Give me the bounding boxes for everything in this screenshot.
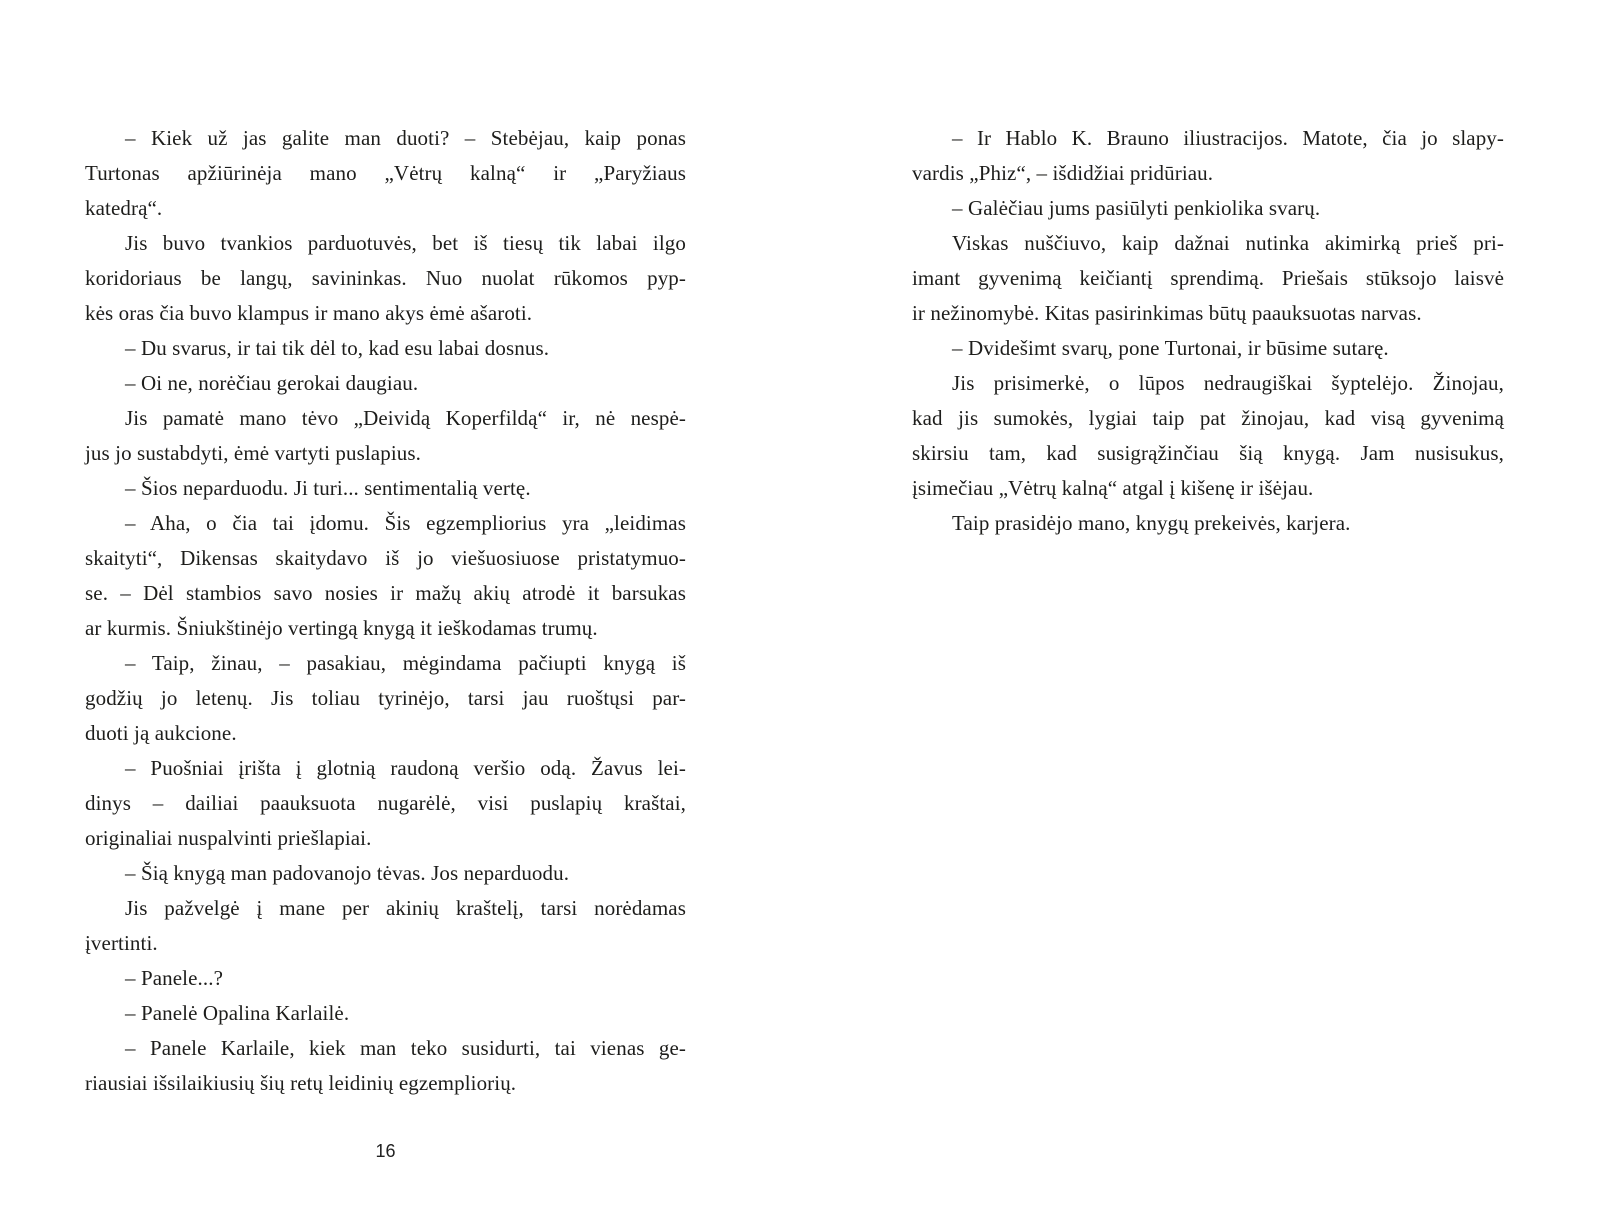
text-line: riausiai išsilaikiusių šių retų leidinių egzempliorių. — [85, 1071, 517, 1095]
text-line: duoti ją aukcione. — [85, 721, 237, 745]
text-line: – Aha, o čia tai įdomu. Šis egzempliorius yra „leidimas — [125, 511, 686, 535]
paragraph — [85, 891, 686, 961]
text-line: ar kurmis. Šniukštinėjo vertingą knygą it ieškodamas trumų. — [85, 616, 598, 640]
text-line: įvertinti. — [85, 931, 158, 955]
text-line: Turtonas apžiūrinėja mano „Vėtrų kalną“ ir „Paryžiaus — [85, 161, 686, 185]
paragraph — [912, 226, 1504, 331]
text-line: imant gyvenimą keičiantį sprendimą. Priešais stūksojo laisvė — [912, 266, 1504, 290]
text-line: – Ir Hablo K. Brauno iliustracijos. Matote, čia jo slapy- — [952, 126, 1504, 150]
paragraph — [912, 506, 1504, 541]
text-line: – Galėčiau jums pasiūlyti penkiolika svarų. — [952, 196, 1321, 220]
text-line: – Dvidešimt svarų, pone Turtonai, ir būsime sutarę. — [952, 336, 1389, 360]
paragraph — [85, 121, 686, 226]
paragraph — [85, 961, 686, 996]
text-line: – Kiek už jas galite man duoti? – Stebėjau, kaip ponas — [125, 126, 686, 150]
text-line: katedrą“. — [85, 196, 163, 220]
paragraph — [85, 226, 686, 331]
paragraph — [85, 506, 686, 646]
paragraph — [912, 366, 1504, 506]
text-line: Jis pažvelgė į mane per akinių kraštelį, tarsi norėdamas — [125, 896, 686, 920]
text-line: ir nežinomybė. Kitas pasirinkimas būtų paauksuotas narvas. — [912, 301, 1422, 325]
paragraph — [85, 331, 686, 366]
page-number: 16 — [375, 1141, 396, 1161]
text-line: – Du svarus, ir tai tik dėl to, kad esu labai dosnus. — [125, 336, 550, 360]
text-line: kad jis sumokės, lygiai taip pat žinojau, kad visą gyvenimą — [912, 406, 1504, 430]
text-line: godžių jo letenų. Jis toliau tyrinėjo, tarsi jau ruoštųsi par- — [85, 686, 686, 710]
text-line: – Šią knygą man padovanojo tėvas. Jos neparduodu. — [125, 861, 570, 885]
paragraph — [912, 121, 1504, 191]
text-line: Jis pamatė mano tėvo „Deividą Koperfildą“ ir, nė nespė- — [125, 406, 686, 430]
text-line: – Panele...? — [125, 966, 223, 990]
text-line: skaityti“, Dikensas skaitydavo iš jo viešuosiuose pristatymuo- — [85, 546, 686, 570]
text-line: Jis prisimerkė, o lūpos nedraugiškai šyptelėjo. Žinojau, — [952, 371, 1504, 395]
text-line: – Panele Karlaile, kiek man teko susidurti, tai vienas ge- — [125, 1036, 686, 1060]
paragraph — [85, 856, 686, 891]
right-page-text — [912, 121, 1504, 541]
text-line: kės oras čia buvo klampus ir mano akys ėmė ašaroti. — [85, 301, 533, 325]
left-page-text — [85, 121, 686, 1101]
text-line: vardis „Phiz“, – išdidžiai pridūriau. — [912, 161, 1214, 185]
paragraph — [912, 191, 1504, 226]
paragraph — [85, 471, 686, 506]
paragraph — [85, 996, 686, 1031]
text-line: – Panelė Opalina Karlailė. — [125, 1001, 350, 1025]
paragraph — [85, 401, 686, 471]
text-line: įsimečiau „Vėtrų kalną“ atgal į kišenę ir išėjau. — [912, 476, 1314, 500]
text-line: Viskas nuščiuvo, kaip dažnai nutinka akimirką prieš pri- — [952, 231, 1504, 255]
text-line: skirsiu tam, kad susigrąžinčiau šią knygą. Jam nusisukus, — [912, 441, 1504, 465]
text-line: – Oi ne, norėčiau gerokai daugiau. — [125, 371, 419, 395]
paragraph — [85, 646, 686, 751]
paragraph — [85, 366, 686, 401]
paragraph — [85, 751, 686, 856]
text-line: originaliai nuspalvinti priešlapiai. — [85, 826, 372, 850]
text-line: koridoriaus be langų, savininkas. Nuo nuolat rūkomos pyp- — [85, 266, 686, 290]
text-line: Taip prasidėjo mano, knygų prekeivės, karjera. — [952, 511, 1351, 535]
paragraph — [85, 1031, 686, 1101]
paragraph — [912, 331, 1504, 366]
text-line: Jis buvo tvankios parduotuvės, bet iš tiesų tik labai ilgo — [125, 231, 686, 255]
text-line: – Šios neparduodu. Ji turi... sentimentalią vertę. — [125, 476, 531, 500]
text-line: – Puošniai įrišta į glotnią raudoną veršio odą. Žavus lei- — [125, 756, 686, 780]
text-line: se. – Dėl stambios savo nosies ir mažų akių atrodė it barsukas — [85, 581, 686, 605]
text-line: dinys – dailiai paauksuota nugarėlė, visi puslapių kraštai, — [85, 791, 686, 815]
text-line: jus jo sustabdyti, ėmė vartyti puslapius. — [85, 441, 421, 465]
text-line: – Taip, žinau, – pasakiau, mėgindama pačiupti knygą iš — [125, 651, 686, 675]
